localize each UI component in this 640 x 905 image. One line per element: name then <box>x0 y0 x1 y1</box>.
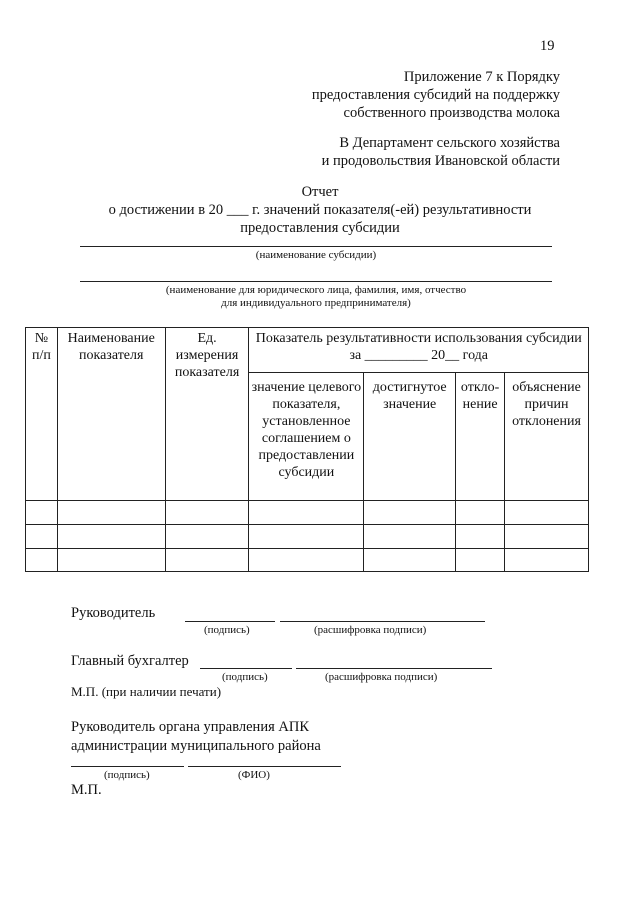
header-num: № п/п <box>26 328 58 501</box>
apk-label-line: Руководитель органа управления АПК <box>71 719 309 735</box>
cell[interactable] <box>505 525 589 549</box>
appendix-line: предоставления субсидий на поддержку <box>311 87 560 103</box>
head-label: Руководитель <box>71 605 156 621</box>
decode-caption: (расшифровка подписи) <box>325 671 438 683</box>
appendix-line: Приложение 7 к Порядку <box>403 69 560 85</box>
table-row <box>26 549 589 572</box>
sign-caption: (подпись) <box>204 624 250 636</box>
header-explanation: объяснение причин отклонения <box>505 373 589 501</box>
cell[interactable] <box>505 549 589 572</box>
cell[interactable] <box>165 549 249 572</box>
fio-caption: (ФИО) <box>238 769 270 781</box>
cell[interactable] <box>249 549 364 572</box>
appendix-line: собственного производства молока <box>343 105 560 121</box>
cell[interactable] <box>26 501 58 525</box>
appendix-block <box>312 68 560 122</box>
apk-sign-line[interactable] <box>71 766 184 767</box>
apk-fio-line[interactable] <box>188 766 341 767</box>
report-title-block <box>0 183 640 237</box>
accountant-sign-line[interactable] <box>200 668 292 669</box>
subsidy-name-line <box>80 246 552 247</box>
addressee-block <box>322 134 560 170</box>
decode-caption: (расшифровка подписи) <box>314 624 427 636</box>
recipient-line <box>80 281 552 282</box>
cell[interactable] <box>456 549 505 572</box>
accountant-decode-line[interactable] <box>296 668 492 669</box>
cell[interactable] <box>456 501 505 525</box>
cell[interactable] <box>364 525 456 549</box>
cell[interactable] <box>456 525 505 549</box>
stamp-optional: М.П. (при наличии печати) <box>71 684 222 699</box>
stamp-label: М.П. <box>71 782 102 798</box>
report-subtitle: предоставления субсидии <box>240 220 400 236</box>
table-row <box>26 501 589 525</box>
cell[interactable] <box>249 525 364 549</box>
table-row <box>26 525 589 549</box>
header-unit: Ед. измерения показателя <box>165 328 249 501</box>
cell[interactable] <box>165 525 249 549</box>
sign-caption: (подпись) <box>104 769 150 781</box>
cell[interactable] <box>57 501 165 525</box>
recipient-caption <box>80 284 552 310</box>
apk-label-line: администрации муниципального района <box>71 738 321 754</box>
header-target: значение целевого показателя, установленное соглашением о предоставлении субсидии <box>249 373 364 501</box>
report-title: Отчет <box>301 184 339 200</box>
header-achieved: достигнутое значение <box>364 373 456 501</box>
caption-line: для индивидуального предпринимателя) <box>221 297 411 309</box>
accountant-label: Главный бухгалтер <box>71 653 189 669</box>
subsidy-caption: (наименование субсидии) <box>255 249 377 261</box>
cell[interactable] <box>249 501 364 525</box>
cell[interactable] <box>165 501 249 525</box>
cell[interactable] <box>364 549 456 572</box>
cell[interactable] <box>364 501 456 525</box>
cell[interactable] <box>26 525 58 549</box>
apk-label <box>71 718 321 756</box>
header-deviation: откло- нение <box>456 373 505 501</box>
cell[interactable] <box>57 525 165 549</box>
addressee-line: В Департамент сельского хозяйства <box>339 135 560 151</box>
head-sign-line[interactable] <box>185 621 275 622</box>
cell[interactable] <box>57 549 165 572</box>
head-decode-line[interactable] <box>280 621 485 622</box>
header-name: Наименование показателя <box>57 328 165 501</box>
caption-line: (наименование для юридического лица, фамилия, имя, отчество <box>165 284 467 296</box>
page-number: 19 <box>540 38 555 54</box>
report-subtitle: о достижении в 20 ___ г. значений показателя(-ей) результативности <box>108 202 532 218</box>
indicators-table <box>25 327 589 572</box>
addressee-line: и продовольствия Ивановской области <box>321 153 560 169</box>
header-group: Показатель результативности использования субсидии за _________ 20__ года <box>249 328 589 373</box>
cell[interactable] <box>505 501 589 525</box>
sign-caption: (подпись) <box>222 671 268 683</box>
cell[interactable] <box>26 549 58 572</box>
